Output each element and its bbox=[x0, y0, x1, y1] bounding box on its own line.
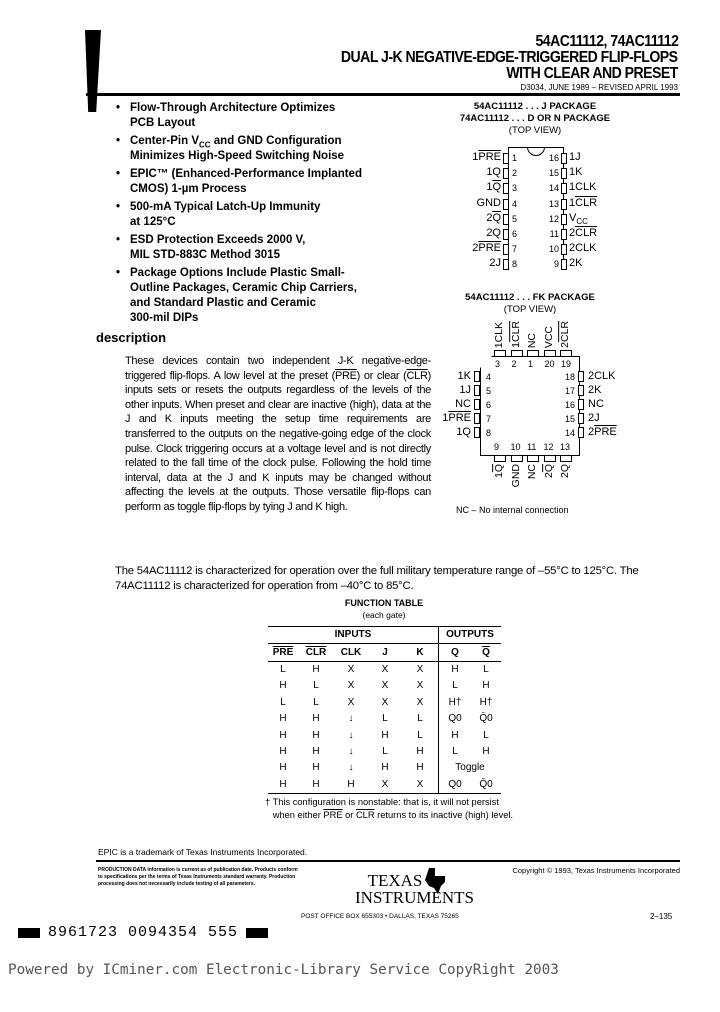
table-cell: X bbox=[347, 696, 355, 708]
dip-pin bbox=[561, 259, 567, 270]
table-cell: L bbox=[452, 680, 458, 692]
table-cell: H bbox=[312, 713, 320, 725]
fk-pin-label bbox=[493, 464, 505, 478]
table-cell: L bbox=[483, 729, 489, 741]
feature-line: Package Options Include Plastic Small- bbox=[130, 267, 345, 279]
dip-title2: 74AC11112 . . . D OR N PACKAGE bbox=[459, 113, 611, 124]
fk-pin-label bbox=[588, 384, 601, 397]
fk-pin bbox=[527, 350, 539, 357]
table-cell: H bbox=[482, 680, 490, 692]
column-header: $\overline{CLR}$ bbox=[305, 646, 327, 658]
barcode-number: 8961723 0094354 555 bbox=[48, 924, 239, 941]
dip-pin-number: 15 bbox=[548, 168, 559, 179]
fk-pin-number: 10 bbox=[510, 442, 521, 452]
fk-pin bbox=[511, 350, 523, 357]
dip-pin-label bbox=[569, 257, 582, 270]
pin-name-part: NC bbox=[455, 398, 471, 410]
fk-pin-number: 4 bbox=[486, 372, 492, 382]
fk-pin-number: 13 bbox=[560, 442, 571, 452]
pin-name-bar: $\overline{PRE}$ bbox=[594, 426, 617, 438]
pin-name-bar: Q bbox=[493, 464, 505, 473]
table-column-header bbox=[268, 644, 501, 661]
pin-name-part: 2 bbox=[559, 342, 571, 348]
table-cell: H bbox=[279, 680, 287, 692]
pin-name-part: 2 bbox=[569, 227, 576, 239]
fk-pin-label bbox=[442, 412, 471, 425]
table-cell: X bbox=[381, 778, 389, 790]
pin-name-part: 1 bbox=[509, 342, 522, 348]
dip-pin-number: 1 bbox=[512, 153, 518, 163]
dip-pin bbox=[561, 183, 567, 194]
pin-name-part: 2J bbox=[489, 257, 501, 270]
pin-name-part: 1 bbox=[472, 151, 479, 163]
table-cell: H† bbox=[479, 696, 493, 708]
dip-pin-label bbox=[472, 242, 501, 255]
function-table bbox=[268, 626, 501, 794]
fk-pin-number: 20 bbox=[544, 359, 555, 369]
table-cell: H bbox=[279, 713, 287, 725]
table-group-header bbox=[268, 627, 501, 644]
table-cell: H bbox=[312, 745, 320, 757]
fk-pin-number: 18 bbox=[564, 372, 575, 382]
table-row bbox=[268, 678, 501, 694]
table-cell: L bbox=[382, 745, 388, 757]
table-row bbox=[268, 727, 501, 743]
table-cell: L bbox=[313, 696, 319, 708]
dip-pin-number: 4 bbox=[512, 198, 518, 209]
pin-name-part: 2Q bbox=[486, 227, 501, 239]
column-header: Q bbox=[451, 646, 459, 658]
pin-name-part: GND bbox=[509, 464, 522, 488]
pin-name-part: 1 bbox=[493, 472, 505, 479]
feature-item bbox=[116, 101, 386, 131]
fk-view: (TOP VIEW) bbox=[503, 304, 557, 315]
dip-pin-number: 10 bbox=[548, 244, 559, 255]
table-cell: ↓ bbox=[348, 762, 354, 774]
fk-pin-label bbox=[559, 321, 571, 348]
pin-name-part: 1K bbox=[569, 166, 583, 179]
table-row bbox=[268, 695, 501, 711]
fk-pin-number: 14 bbox=[564, 428, 575, 438]
pin-name-part: 1 bbox=[442, 412, 449, 424]
table-cell: H bbox=[451, 663, 459, 675]
fk-pin-number: 8 bbox=[486, 428, 492, 438]
fk-pin bbox=[544, 350, 556, 357]
fk-pin-label bbox=[456, 426, 471, 439]
feature-item bbox=[116, 233, 386, 263]
page-number: 2–135 bbox=[650, 912, 673, 921]
column-header: CLK bbox=[340, 646, 362, 658]
table-cell: H bbox=[279, 745, 287, 757]
outputs-header: OUTPUTS bbox=[446, 629, 494, 641]
part-numbers: 54AC11112, 74AC11112 bbox=[535, 33, 678, 50]
table-cell: L bbox=[313, 680, 319, 692]
dip-pin-label bbox=[569, 181, 597, 194]
feature-line: at 125°C bbox=[130, 216, 176, 228]
fk-pin bbox=[578, 399, 584, 410]
pin-name-bar: $\overline{PRE}$ bbox=[478, 151, 501, 163]
pin-name-part: NC bbox=[588, 398, 604, 410]
dip-pin-number: 14 bbox=[548, 183, 559, 194]
dip-pin-label bbox=[489, 257, 501, 270]
fk-pin-number: 2 bbox=[511, 359, 517, 369]
pin-name-part: 2K bbox=[569, 257, 583, 270]
table-cell: Q̄0 bbox=[479, 778, 493, 790]
fk-pin bbox=[474, 371, 480, 382]
feature-line: MIL STD-883C Method 3015 bbox=[130, 249, 280, 261]
pin-name-sub: CC bbox=[576, 216, 588, 226]
dip-pin bbox=[561, 153, 567, 164]
pin-name-part: 1J bbox=[459, 384, 471, 396]
table-cell: H bbox=[451, 729, 459, 741]
fk-pin bbox=[560, 455, 572, 462]
column-header: $\overline{PRE}$ bbox=[272, 646, 294, 658]
dip-pin bbox=[503, 153, 509, 164]
dip-pin-number: 16 bbox=[548, 153, 559, 163]
fk-pin bbox=[578, 427, 584, 438]
function-table-subtitle: (each gate) bbox=[362, 610, 406, 620]
fk-pin-label bbox=[559, 464, 571, 478]
table-cell: L bbox=[280, 696, 286, 708]
dip-pin-number: 12 bbox=[548, 213, 559, 224]
fk-pin-number: 5 bbox=[486, 386, 492, 396]
pin-name-part: 2 bbox=[486, 211, 493, 224]
pin-name-part: 2J bbox=[588, 412, 600, 424]
powered-by: Powered by ICminer.com Electronic-Library Service CopyRight 2003 bbox=[8, 962, 559, 978]
feature-text bbox=[130, 167, 386, 197]
title-line2: WITH CLEAR AND PRESET bbox=[506, 65, 678, 82]
pin-name-part: 2K bbox=[588, 384, 602, 396]
pin-name-part: 2 bbox=[542, 472, 555, 479]
pin-name-bar: $\overline{Q}$ bbox=[492, 211, 501, 224]
dip-pin-label bbox=[569, 227, 597, 240]
title-line1: DUAL J-K NEGATIVE-EDGE-TRIGGERED FLIP-FLOPS bbox=[341, 49, 678, 66]
feature-line: Outline Packages, Ceramic Chip Carriers, bbox=[130, 282, 357, 294]
feature-line: Flow-Through Architecture Optimizes bbox=[130, 102, 336, 114]
dip-pin-label bbox=[477, 197, 501, 210]
dip-pin bbox=[561, 229, 567, 240]
table-cell: X bbox=[402, 661, 439, 678]
inputs-header: INPUTS bbox=[268, 627, 439, 644]
table-cell: H bbox=[381, 762, 389, 774]
table-cell: L bbox=[280, 663, 286, 675]
table-row bbox=[268, 760, 501, 776]
fk-pin bbox=[474, 399, 480, 410]
pin-name-part: 2 bbox=[472, 242, 479, 255]
table-cell: H bbox=[381, 729, 389, 741]
pin-name-part: 2Q bbox=[559, 464, 571, 479]
feature-item bbox=[116, 266, 386, 326]
dip-pin-number: 9 bbox=[553, 259, 559, 270]
dip-pin-number: 6 bbox=[512, 229, 518, 239]
logo-text-texas: TEXAS bbox=[367, 871, 423, 890]
dip-title1: 54AC11112 . . . J PACKAGE bbox=[473, 101, 597, 112]
barcode-block bbox=[246, 928, 268, 938]
fk-pin-label bbox=[526, 464, 538, 479]
description-paragraph: These devices contain two independent J-K negative-edge-triggered flip-flops. A low level at the preset $(\overline{PRE})$ or clear $(\overline{CLR})$ inputs sets or resets the outputs regardless of the levels of the other inputs. When preset and clear are inactive (high), data at the J and K inputs meeting the setup time requirements are transferred to the outputs on the negative-going edge of the clock pulse. Clock triggering occurs at a voltage level and is not directly related to the fall time of the clock pulse. Following the hold time interval, data at the J and K inputs may be changed without affecting the levels at the outputs. Those versatile flip-flops can perform as toggle flip-flops by tying J and K high. bbox=[125, 355, 431, 513]
table-cell: L bbox=[483, 663, 489, 675]
table-cell: H bbox=[402, 744, 439, 760]
pin-name-part: 1CLK bbox=[493, 321, 505, 348]
dip-pin-label bbox=[569, 212, 588, 225]
pin-name-part: 2 bbox=[588, 426, 595, 438]
dip-pin-number: 2 bbox=[512, 168, 518, 179]
footer-rule bbox=[96, 860, 680, 862]
table-row bbox=[268, 744, 501, 760]
feature-line: ESD Protection Exceeds 2000 V, bbox=[130, 234, 306, 246]
feature-text bbox=[130, 233, 386, 263]
table-cell: X bbox=[381, 696, 389, 708]
barcode-line bbox=[18, 924, 268, 941]
fk-pin-number: 7 bbox=[486, 414, 492, 424]
fk-pin-label bbox=[588, 412, 600, 425]
fk-pin-number: 17 bbox=[564, 386, 575, 396]
ti-logo bbox=[355, 871, 475, 907]
table-row bbox=[268, 777, 501, 794]
table-cell: X bbox=[402, 678, 439, 694]
fk-pin-label bbox=[493, 322, 505, 348]
table-cell: X bbox=[402, 777, 439, 794]
column-header: K bbox=[402, 644, 439, 661]
feature-line: 300-mil DIPs bbox=[130, 312, 199, 324]
production-data-notice: PRODUCTION DATA information is current as of publication date. Products conform to specifications per the terms of Texas Instruments standard warranty. Production processing does not necessarily include testing of all parameters. bbox=[98, 867, 298, 887]
dip-pin-number: 7 bbox=[512, 244, 518, 255]
pin-name-part: GND bbox=[476, 196, 501, 209]
table-cell: L bbox=[402, 711, 439, 727]
fk-pin-label bbox=[543, 464, 555, 478]
table-cell: H bbox=[482, 745, 490, 757]
side-marker bbox=[85, 30, 101, 112]
feature-line: PCB Layout bbox=[130, 117, 196, 129]
pin-name-part: 1J bbox=[569, 151, 581, 163]
feature-text bbox=[130, 266, 386, 326]
fk-pin bbox=[474, 427, 480, 438]
pin-name-bar: $\overline{CLR}$ bbox=[575, 196, 598, 209]
table-cell: H bbox=[312, 729, 320, 741]
pin-name-bar: CLR bbox=[509, 321, 522, 343]
fk-pin bbox=[578, 385, 584, 396]
feature-item bbox=[116, 134, 386, 164]
table-cell: X bbox=[347, 663, 355, 675]
pin-name-bar: $\overline{PRE}$ bbox=[478, 242, 501, 255]
pin-name-part: 1 bbox=[569, 196, 576, 209]
fk-pin-number: 11 bbox=[527, 442, 537, 452]
pin-name-bar: Q bbox=[542, 464, 555, 473]
trademark-note: EPIC is a trademark of Texas Instruments Incorporated. bbox=[98, 847, 308, 857]
feature-text bbox=[130, 134, 386, 164]
table-cell: ↓ bbox=[348, 729, 354, 741]
dip-pin-label bbox=[486, 166, 501, 179]
table-cell: Q0 bbox=[448, 713, 462, 725]
dip-pin bbox=[561, 168, 567, 179]
header-rule bbox=[86, 93, 680, 96]
fk-pin bbox=[474, 413, 480, 424]
table-cell: ↓ bbox=[348, 745, 354, 757]
fk-pin-label bbox=[510, 464, 522, 487]
feature-line: and GND Configuration bbox=[210, 135, 342, 147]
table-cell: L bbox=[402, 727, 439, 743]
dip-pin-label bbox=[569, 166, 582, 179]
fk-pin-label bbox=[458, 370, 471, 383]
fk-pin-number: 12 bbox=[543, 442, 554, 452]
fk-pin-label bbox=[588, 370, 616, 383]
table-cell: H† bbox=[448, 696, 462, 708]
pin-name-part: 1 bbox=[486, 181, 493, 194]
table-cell: ↓ bbox=[348, 713, 354, 725]
fk-pin-label bbox=[459, 384, 471, 397]
fk-pin-label bbox=[588, 426, 617, 439]
pin-name-part: VCC bbox=[542, 325, 555, 348]
table-cell: L bbox=[382, 713, 388, 725]
dip-pin-number: 11 bbox=[549, 229, 559, 239]
table-cell: L bbox=[452, 745, 458, 757]
feature-line: Center-Pin V bbox=[130, 135, 200, 147]
function-table-footnote: † This configuration is nonstable: that is, it will not persist when either $\overline{PRE}$ or $\overline{CLR}$ returns to its inactive (high) level. bbox=[265, 797, 514, 820]
pin-name-part: 2CLK bbox=[588, 370, 616, 382]
description-heading: description bbox=[96, 330, 167, 345]
texas-state-icon bbox=[425, 868, 447, 894]
pin-name-part: 2CLK bbox=[569, 242, 597, 255]
fk-pin bbox=[494, 350, 506, 357]
table-cell: X bbox=[347, 680, 355, 692]
table-cell: H bbox=[312, 778, 320, 790]
feature-line: CMOS) 1-µm Process bbox=[130, 183, 247, 195]
fk-pin bbox=[544, 455, 556, 462]
copyright: Copyright © 1993, Texas Instruments Incorporated bbox=[512, 866, 680, 875]
pin-name-bar: $\overline{PRE}$ bbox=[448, 412, 471, 424]
table-cell: H bbox=[279, 778, 287, 790]
fk-pin-number: 3 bbox=[495, 359, 501, 369]
pin-name-part: 1Q bbox=[456, 426, 471, 438]
pin-name-part: 1K bbox=[457, 370, 471, 382]
temperature-range-text: The 54AC11112 is characterized for operation over the full military temperature range of –55°C to 125°C. The 74AC11112 is characterized for operation from –40°C to 85°C. bbox=[115, 565, 639, 592]
fk-pin bbox=[494, 455, 506, 462]
address: POST OFFICE BOX 655303 • DALLAS, TEXAS 75265 bbox=[301, 913, 459, 920]
fk-pin-number: 19 bbox=[561, 359, 572, 369]
table-cell: H bbox=[279, 729, 287, 741]
function-table-title: FUNCTION TABLE bbox=[344, 598, 424, 608]
fk-pin bbox=[474, 385, 480, 396]
pin-name-bar: $\overline{Q}$ bbox=[492, 181, 501, 194]
fk-pin-label bbox=[455, 398, 471, 411]
fk-pin bbox=[511, 455, 523, 462]
table-row bbox=[268, 661, 501, 678]
table-cell: Q̄0 bbox=[479, 713, 493, 725]
fk-pin-label bbox=[526, 333, 538, 348]
table-cell: Toggle bbox=[455, 762, 485, 774]
pin-name-bar: CLR bbox=[559, 321, 571, 343]
fk-pin bbox=[527, 455, 539, 462]
dip-pin-label bbox=[569, 151, 581, 164]
pin-name-bar: $\overline{CLR}$ bbox=[575, 227, 598, 239]
feature-sub: CC bbox=[199, 140, 211, 150]
table-cell: X bbox=[381, 663, 389, 675]
table-cell: H bbox=[312, 762, 320, 774]
dip-pin-number: 3 bbox=[512, 183, 518, 194]
dip-pin bbox=[561, 214, 567, 225]
fk-pin bbox=[578, 371, 584, 382]
dip-pin-label bbox=[486, 212, 501, 225]
fk-pin-number: 16 bbox=[564, 400, 575, 410]
fk-pin-label bbox=[510, 321, 522, 348]
dip-pin-label bbox=[569, 242, 597, 255]
feature-text bbox=[130, 101, 386, 131]
pin-name-part: NC bbox=[526, 332, 538, 348]
table-cell: X bbox=[381, 680, 389, 692]
logo-text-instruments: INSTRUMENTS bbox=[355, 888, 475, 907]
table-row bbox=[268, 711, 501, 727]
fk-pin-number: 15 bbox=[564, 414, 575, 424]
pin-name-part: 1CLK bbox=[569, 181, 597, 194]
dip-pin-label bbox=[486, 227, 501, 240]
dip-view: (TOP VIEW) bbox=[508, 125, 562, 136]
dip-pin-label bbox=[472, 151, 501, 164]
pin-name-part: 1Q bbox=[486, 166, 501, 179]
feature-item bbox=[116, 200, 386, 230]
feature-line: ™ (Enhanced-Performance Implanted bbox=[156, 168, 362, 180]
feature-line: Minimizes High-Speed Switching Noise bbox=[130, 150, 345, 162]
dip-pin-number: 5 bbox=[512, 213, 518, 224]
table-cell: X bbox=[402, 695, 439, 711]
dip-pin bbox=[503, 168, 509, 179]
fk-pin-number: 6 bbox=[486, 400, 492, 410]
dip-pin bbox=[503, 259, 509, 270]
fk-pin-number: 1 bbox=[528, 359, 534, 369]
feature-line: and Standard Plastic and Ceramic bbox=[130, 297, 316, 309]
feature-line: EPIC bbox=[130, 168, 157, 180]
barcode-block bbox=[18, 928, 40, 938]
feature-item bbox=[116, 167, 386, 197]
column-header: $\overline{Q}$ bbox=[482, 646, 490, 658]
fk-pin-number: 9 bbox=[494, 442, 500, 452]
table-cell: H bbox=[279, 762, 287, 774]
dip-pin-number: 13 bbox=[548, 198, 559, 209]
revision: D3034, JUNE 1989 – REVISED APRIL 1993 bbox=[520, 83, 678, 92]
dip-pin-label bbox=[569, 197, 597, 210]
dip-pin-label bbox=[486, 181, 501, 194]
dip-pin bbox=[503, 183, 509, 194]
table-cell: H bbox=[312, 663, 320, 675]
column-header: J bbox=[382, 646, 388, 658]
dip-pin-number: 8 bbox=[512, 259, 518, 270]
table-cell: Q0 bbox=[448, 778, 462, 790]
feature-line: 500-mA Typical Latch-Up Immunity bbox=[130, 201, 321, 213]
fk-title: 54AC11112 . . . FK PACKAGE bbox=[465, 292, 595, 303]
fk-pin bbox=[560, 350, 572, 357]
pin-name-part: NC bbox=[526, 464, 538, 480]
dip-pin bbox=[503, 199, 509, 210]
table-cell: H bbox=[402, 760, 439, 776]
table-cell: H bbox=[347, 778, 355, 790]
nc-note: NC – No internal connection bbox=[456, 505, 569, 515]
dip-pin bbox=[503, 229, 509, 240]
fk-pin-label bbox=[588, 398, 604, 411]
dip-pin bbox=[503, 214, 509, 225]
pin-name-part: V bbox=[569, 211, 577, 224]
dip-pin bbox=[561, 199, 567, 210]
feature-text bbox=[130, 200, 386, 230]
fk-pin bbox=[578, 413, 584, 424]
dip-pin bbox=[561, 244, 567, 255]
fk-pin-label bbox=[543, 326, 555, 348]
dip-pin bbox=[503, 244, 509, 255]
